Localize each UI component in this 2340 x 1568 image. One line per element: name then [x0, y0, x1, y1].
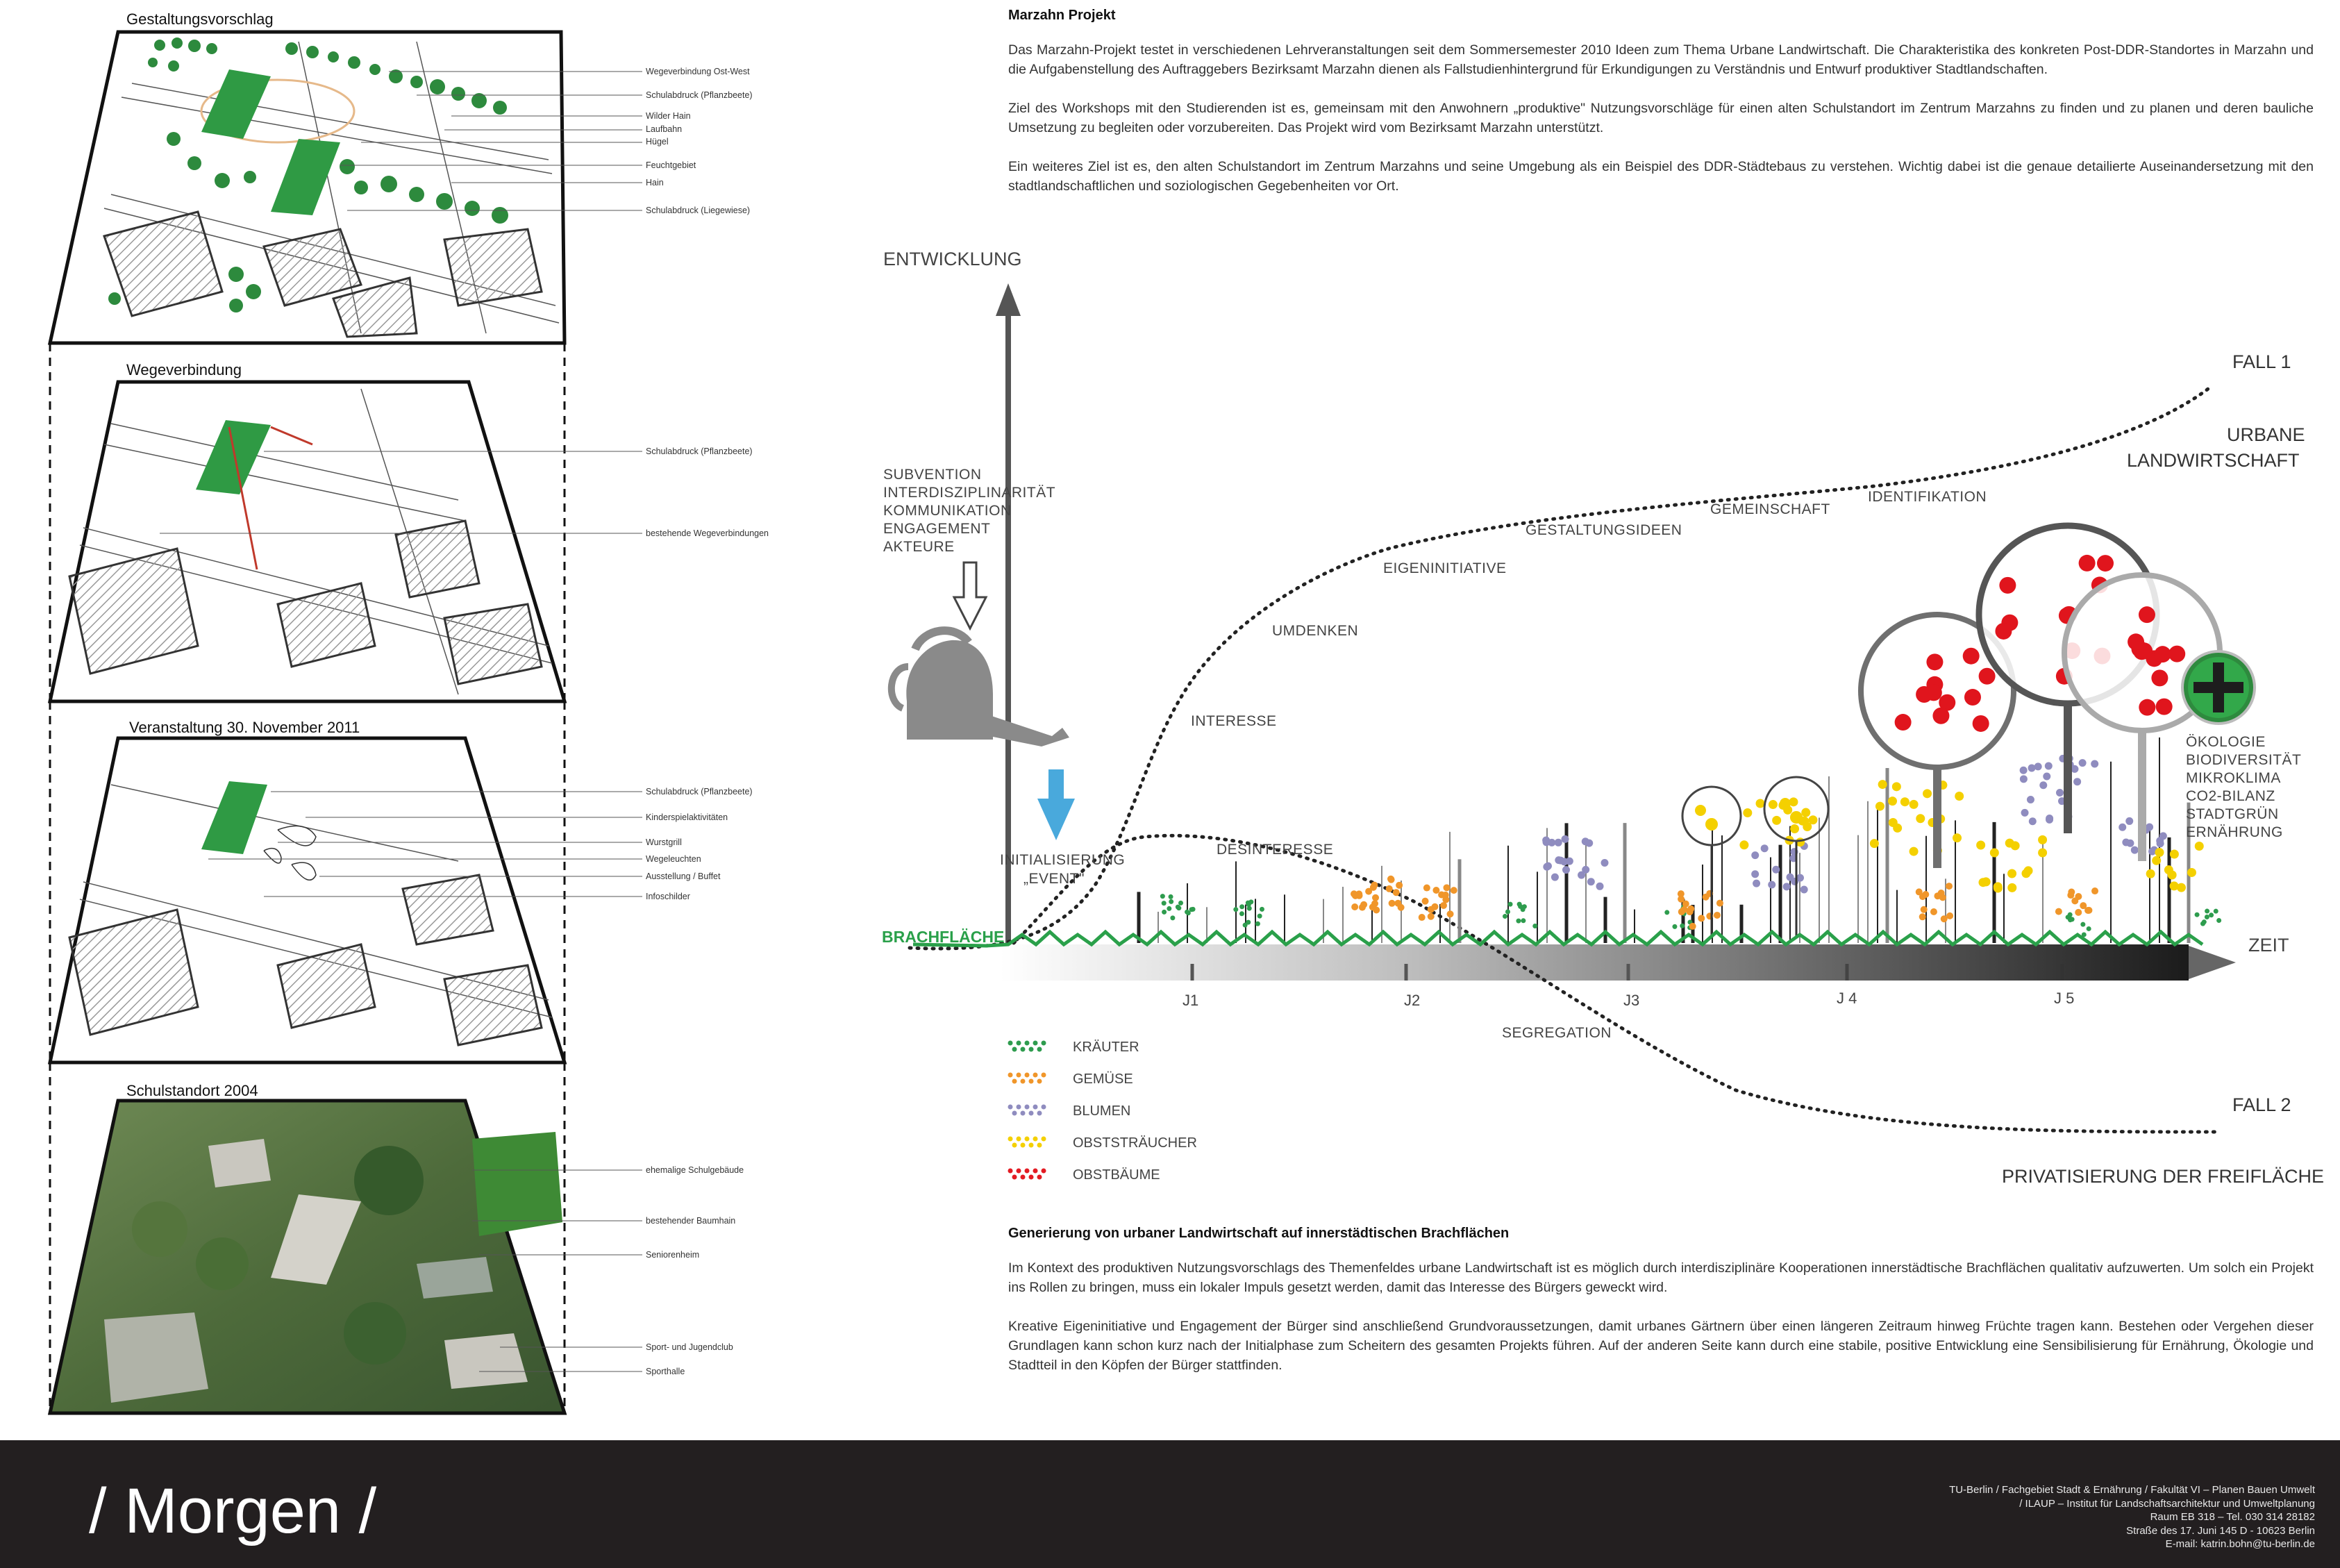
legend-label: OBSTBÄUME — [1073, 1167, 1160, 1183]
footer-line: Raum EB 318 – Tel. 030 314 28182 — [2150, 1511, 2315, 1523]
intro-paragraph: Ein weiteres Ziel ist es, den alten Schulstandort im Zentrum Marzahns und seine Umgebung als ein Beispiel des DDR-Städtebaus zu verstehen. Wichtig dabei ist die genaue detailierte Auseinandersetzung mit den stadtlandschaftlichen und soziologischen Gegebenheiten vor Ort. — [1008, 159, 2314, 194]
legend-label: OBSTSTRÄUCHER — [1073, 1135, 1197, 1151]
callout: Infoschilder — [646, 892, 690, 901]
callout: bestehender Baumhain — [646, 1216, 736, 1226]
fruit-trees — [1861, 526, 2220, 868]
panel-schulstandort — [50, 1082, 744, 1413]
y-axis-arrowhead — [996, 283, 1021, 316]
input-label: KOMMUNIKATION — [883, 503, 1012, 519]
legend-item — [1008, 1071, 1133, 1087]
legend-item — [1008, 1135, 1197, 1151]
generation-block — [1008, 1224, 2314, 1394]
initialization-arrow-icon — [1037, 769, 1075, 840]
callout: Schulabdruck (Liegewiese) — [646, 206, 751, 215]
fall1-label: FALL 1 — [2232, 351, 2291, 372]
benefit-label: MIKROKLIMA — [2186, 770, 2281, 786]
panel-title: Gestaltungsvorschlag — [126, 10, 274, 28]
legend-item — [1008, 1103, 1131, 1119]
legend-label: GEMÜSE — [1073, 1071, 1133, 1087]
panel-title: Wegeverbindung — [126, 361, 242, 378]
panel-veranstaltung — [50, 719, 753, 1062]
callout: Wegeverbindung Ost-West — [646, 67, 750, 76]
curve-label: GEMEINSCHAFT — [1710, 501, 1830, 517]
callout: Seniorenheim — [646, 1250, 700, 1260]
input-label: ENGAGEMENT — [883, 521, 991, 537]
panel-gestaltungsvorschlag — [50, 10, 753, 343]
callout: Hügel — [646, 137, 669, 147]
initialization-sublabel: „EVENT" — [1023, 871, 1085, 887]
tick-label: J1 — [1182, 992, 1199, 1009]
intro-paragraph: Das Marzahn-Projekt testet in verschiedenen Lehrveranstaltungen seit dem Sommersemester 2010 Ideen zum Thema Urbane Landwirtschaft. Die Charakteristika des konkreten Post-DDR-Standortes in Marzahn und die Aufgabenstellung des Auftraggebers Bezirksamt Marzahn dienen als Fallstudienhintergrund für Erkundigungen zu Verständnis und Entwurf produktiver Stadtlandschaften. — [1008, 42, 2314, 77]
callout: Wurstgrill — [646, 837, 682, 847]
fall2-curve — [1014, 835, 2215, 1132]
callout: Schulabdruck (Pflanzbeete) — [646, 447, 753, 456]
benefit-label: ÖKOLOGIE — [2186, 734, 2266, 750]
plant-growth — [1139, 737, 2221, 943]
generation-paragraph: Kreative Eigeninitiative und Engagement der Bürger sind anschließend Grundvoraussetzungen, damit urbanes Gärtnern über einen längeren Zeitraum hinweg Früchte tragen kann. Bestehen oder Vergehen dieser Grundlagen kann schon kurz nach der Initialphase zum Scheitern des gesamten Projekts führen. Auf der anderen Seite kann durch eine stabile, positive Entwicklung eine Sensibilisierung für Ernährung, Ökologie und Stadtteil in den Köpfen der Bürger stattfinden. — [1008, 1319, 2314, 1373]
input-arrow-icon — [954, 562, 986, 628]
input-label: AKTEURE — [883, 539, 955, 555]
curve-label: GESTALTUNGSIDEEN — [1526, 522, 1682, 538]
input-label: SUBVENTION — [883, 467, 982, 483]
tick-label: J2 — [1404, 992, 1421, 1009]
callout: Wegeleuchten — [646, 854, 701, 864]
generation-paragraph: Im Kontext des produktiven Nutzungsvorschlags des Themenfeldes urbane Landwirtschaft ist es möglich durch interdisziplinäre Kooperationen innerstädtische Brachflächen qualitativ aufzuwerten. Um solch ein Projekt ins Rollen zu bringen, muss ein lokaler Impuls gesetzt werden, damit das Interesse des Bürgers geweckt wird. — [1008, 1260, 2314, 1295]
callout: Laufbahn — [646, 124, 683, 134]
curve-label: IDENTIFIKATION — [1868, 489, 1987, 505]
generation-heading: Generierung von urbaner Landwirtschaft auf innerstädtischen Brachflächen — [1008, 1226, 1510, 1241]
fall1-sublabel: URBANE — [2227, 424, 2305, 445]
footer-address — [1829, 1483, 2315, 1551]
tick-label: J3 — [1623, 992, 1640, 1009]
callout-labels — [646, 67, 753, 215]
callout: Hain — [646, 178, 664, 187]
input-label: INTERDISZIPLINARITÄT — [883, 485, 1056, 501]
callout: bestehende Wegeverbindungen — [646, 528, 769, 538]
intro-heading: Marzahn Projekt — [1008, 8, 1116, 23]
initialization-label: INITIALISIERUNG — [1000, 852, 1126, 868]
callout: Sporthalle — [646, 1367, 685, 1376]
benefit-label: CO2-BILANZ — [2186, 788, 2275, 804]
development-diagram — [882, 249, 2324, 1187]
fall2-label: FALL 2 — [2232, 1094, 2291, 1115]
segregation-label: SEGREGATION — [1502, 1025, 1612, 1041]
footer — [0, 1440, 2340, 1568]
callout: Schulabdruck (Pflanzbeete) — [646, 90, 753, 100]
callout: Schulabdruck (Pflanzbeete) — [646, 787, 753, 796]
watering-can-icon — [892, 631, 1069, 747]
legend-item — [1008, 1167, 1160, 1183]
ground-line — [913, 932, 2203, 946]
callout: Kinderspielaktivitäten — [646, 812, 728, 822]
callout: ehemalige Schulgebäude — [646, 1165, 744, 1175]
footer-line[interactable]: E-mail: katrin.bohn@tu-berlin.de — [2165, 1538, 2315, 1550]
x-axis — [1000, 944, 2189, 981]
tick-label: J 5 — [2054, 990, 2075, 1007]
legend-label: BLUMEN — [1073, 1103, 1131, 1119]
x-axis-arrowhead — [2189, 946, 2236, 979]
callout: Wilder Hain — [646, 111, 691, 121]
curve-label: UMDENKEN — [1272, 623, 1359, 639]
callout: Feuchtgebiet — [646, 160, 696, 170]
benefit-label: BIODIVERSITÄT — [2186, 752, 2302, 768]
intro-block — [1008, 6, 2314, 215]
y-axis-title: ENTWICKLUNG — [883, 249, 1022, 269]
desinteresse-label: DESINTERESSE — [1217, 842, 1334, 858]
footer-line: Straße des 17. Juni 145 D - 10623 Berlin — [2126, 1524, 2315, 1537]
legend — [1008, 1040, 1197, 1183]
panel-wegeverbindung — [50, 361, 769, 701]
legend-label: KRÄUTER — [1073, 1040, 1139, 1055]
panel-title: Veranstaltung 30. November 2011 — [129, 719, 360, 736]
curve-label: INTERESSE — [1191, 713, 1277, 729]
plus-icon — [2182, 651, 2255, 724]
panel-title: Schulstandort 2004 — [126, 1082, 258, 1099]
callout: Sport- und Jugendclub — [646, 1342, 733, 1352]
fall1-sublabel: LANDWIRTSCHAFT — [2127, 450, 2300, 471]
tick-label: J 4 — [1837, 990, 1857, 1007]
legend-item — [1008, 1040, 1139, 1055]
brand-title: / Morgen / — [89, 1476, 377, 1546]
brachflaeche-label: BRACHFLÄCHE — [882, 928, 1005, 946]
curve-label: EIGENINITIATIVE — [1383, 560, 1507, 576]
benefit-label: ERNÄHRUNG — [2186, 824, 2283, 840]
inputs-list — [883, 467, 1055, 555]
intro-paragraph: Ziel des Workshops mit den Studierenden ist es, gemeinsam mit den Anwohnern „produktive" Nutzungsvorschläge für einen alten Schulstandort im Zentrum Marzahns zu finden und zu planen und deren bauliche Umsetzung zu begleiten oder vorzubereiten. Das Projekt wird vom Bezirksamt Marzahn unterstützt. — [1008, 101, 2314, 135]
footer-line: / ILAUP – Institut für Landschaftsarchitektur und Umweltplanung — [2019, 1497, 2315, 1510]
benefit-label: STADTGRÜN — [2186, 806, 2279, 822]
footer-line: TU-Berlin / Fachgebiet Stadt & Ernährung / Fakultät VI – Planen Bauen Umwelt — [1949, 1484, 2315, 1496]
fall2-sublabel: PRIVATISIERUNG DER FREIFLÄCHE — [2002, 1166, 2325, 1187]
callout: Ausstellung / Buffet — [646, 871, 721, 881]
benefits-list — [2186, 734, 2301, 840]
x-axis-title: ZEIT — [2248, 935, 2289, 956]
